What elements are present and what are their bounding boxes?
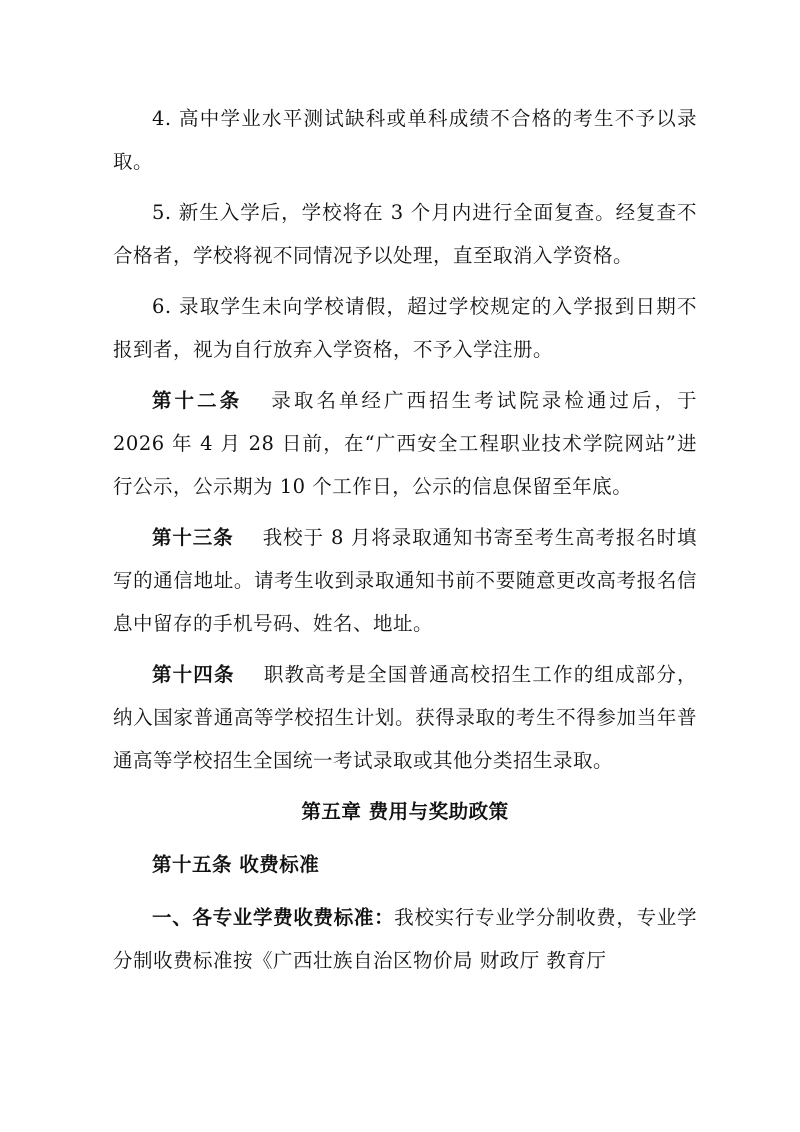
item-6: 6. 录取学生未向学校请假，超过学校规定的入学报到日期不报到者，视为自行放弃入学资格，不予入学注册。 — [113, 295, 697, 361]
fee-standard-paragraph — [113, 896, 697, 982]
article-14-text: 职教高考是全国普通高校招生工作的组成部分，纳入国家普通高等学校招生计划。获得录取的考生不得参加当年普通高等学校招生全国统一考试录取或其他分类招生录取。 — [113, 663, 697, 772]
article-14-label: 第十四条 — [152, 663, 235, 686]
article-12 — [113, 379, 697, 508]
article-13-text: 我校于 8 月将录取通知书寄至考生高考报名时填写的通信地址。请考生收到录取通知书前不要随意更改高考报名信息中留存的手机号码、姓名、地址。 — [113, 526, 697, 635]
article-13 — [113, 516, 697, 645]
document-body — [113, 97, 697, 990]
chapter-5-title: 第五章 费用与奖助政策 — [301, 800, 509, 823]
fee-standard-label: 一、各专业学费收费标准： — [152, 906, 395, 929]
article-12-text: 录取名单经广西招生考试院录检通过后，于 2026 年 4 月 28 日前，在“广西安全工程职业技术学院网站”进行公示，公示期为 10 个工作日，公示的信息保留至年底。 — [113, 389, 697, 498]
item-4: 4. 高中学业水平测试缺科或单科成绩不合格的考生不予以录取。 — [113, 107, 697, 173]
article-12-label: 第十二条 — [152, 389, 243, 412]
article-14 — [113, 653, 697, 782]
article-13-label: 第十三条 — [152, 526, 234, 549]
item-5: 5. 新生入学后，学校将在 3 个月内进行全面复查。经复查不合格者，学校将视不同情况予以处理，直至取消入学资格。 — [113, 201, 697, 267]
article-15-heading: 第十五条 收费标准 — [152, 853, 320, 876]
fee-standard-text: 我校实行专业学分制收费，专业学分制收费标准按《广西壮族自治区物价局 财政厅 教育厅 — [113, 906, 697, 972]
